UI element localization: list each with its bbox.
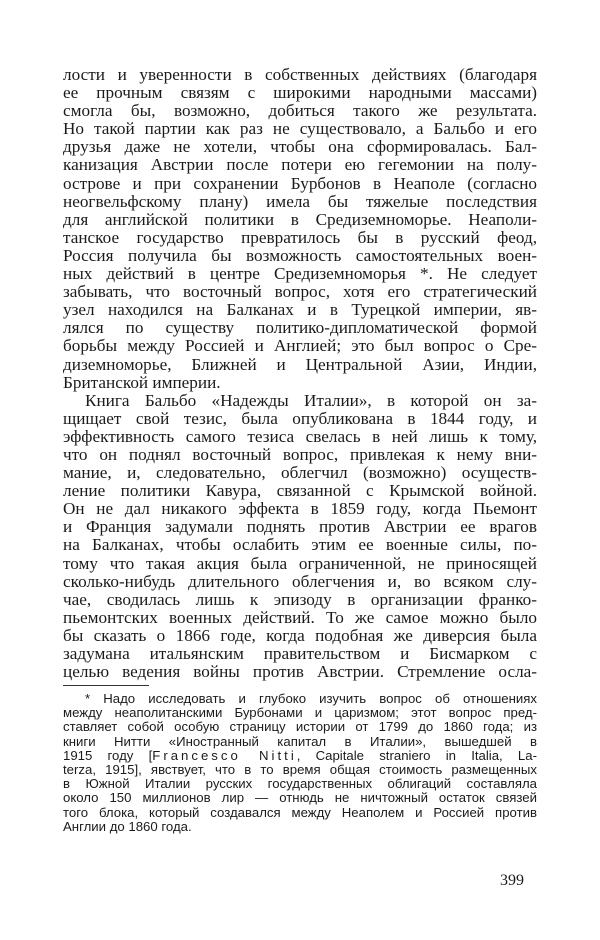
- text-line: Он не дал никакого эффекта в 1859 году, когда Пьемонт: [63, 499, 537, 519]
- text-line: и Франция задумали поднять против Австрии ее врагов: [63, 517, 537, 537]
- footnote-before: 1915 году [: [63, 747, 153, 763]
- text-line: для английской политики в Средиземноморье. Неаполи-: [63, 209, 537, 229]
- text-line: ление политики Кавура, связанной с Крымской войной.: [63, 481, 537, 501]
- text-line: бы сказать о 1866 годе, когда подобная же диверсия была: [63, 625, 537, 645]
- footnote-line: Англии до 1860 года.: [63, 818, 192, 834]
- footnote-line: того блока, который создавался между Неаполем и Россией против: [63, 804, 537, 820]
- main-text: [63, 66, 537, 681]
- footnote-author: Francesco Nitti: [152, 747, 297, 763]
- text-line: неогвельфскому плану) имела бы тяжелые последствия: [63, 191, 537, 211]
- text-line: лялся по существу политико-дипломатической формой: [63, 318, 537, 338]
- text-line: тому что такая акция была ограниченной, не приносящей: [63, 553, 537, 573]
- text-line: забывать, что восточный вопрос, хотя его стратегический: [63, 282, 537, 302]
- footnote-line: около 150 миллионов лир — отнюдь не ничтожный остаток связей: [63, 790, 537, 806]
- footnote-after: , Capitale straniero in Italia, La-: [296, 747, 537, 763]
- text-line: задумана итальянским правительством и Бисмарком с: [63, 644, 537, 663]
- text-line: борьбы между Россией и Англией; это был вопрос о Сре-: [63, 336, 537, 356]
- footnote-line: terza, 1915], явствует, что в то время общая стоимость размещенных: [63, 761, 537, 777]
- text-line: ее прочным связям с широкими народными массами): [63, 83, 537, 103]
- text-line: ных действий в центре Средиземноморья *. Не следует: [63, 264, 537, 284]
- text-line: смогла бы, возможно, добиться такого же результата.: [63, 101, 537, 121]
- footnote-line: * Надо исследовать и глубоко изучить вопрос об отношениях: [85, 691, 537, 706]
- text-line: мание, и, следовательно, облегчил (возможно) осуществ-: [63, 463, 537, 483]
- text-line: танское государство превратилось бы в русский феод,: [63, 227, 537, 247]
- text-line: узел находился на Балканах и в Турецкой империи, яв-: [63, 300, 537, 320]
- text-line: лости и уверенности в собственных действиях (благодаря: [63, 65, 537, 84]
- text-line: Но такой партии как раз не существовало, а Бальбо и его: [63, 119, 537, 139]
- text-line: целью ведения войны против Австрии. Стремление осла-: [63, 662, 537, 682]
- text-line: на Балканах, чтобы ослабить этим ее военные силы, по-: [63, 535, 537, 555]
- page-number: 399: [500, 872, 524, 889]
- footnote: [63, 692, 537, 834]
- text-line: что он поднял восточный вопрос, привлекая к нему вни-: [63, 444, 537, 464]
- footnote-line: книги Нитти «Иностранный капитал в Италии», вышедшей в: [63, 733, 537, 749]
- text-line: Книга Бальбо «Надежды Италии», в которой он за-: [85, 390, 537, 410]
- text-line: пьемонтских военных действий. То же самое можно было: [63, 607, 537, 627]
- text-line: сколько-нибудь длительного облегчения и, во всяком слу-: [63, 571, 537, 591]
- footnote-divider: [63, 685, 149, 686]
- text-line: щищает свой тезис, была опубликована в 1844 году, и: [63, 408, 537, 428]
- text-line: эффективность самого тезиса свелась в ней лишь к тому,: [63, 426, 537, 446]
- footnote-line: между неаполитанскими Бурбонами и царизмом; этот вопрос пред-: [63, 705, 537, 721]
- text-line: Россия получила бы возможность самостоятельных воен-: [63, 245, 537, 265]
- text-line: Британской империи.: [63, 372, 221, 392]
- footnote-line: ставляет собой особую страницу истории от 1799 до 1860 года; из: [63, 719, 537, 735]
- footnote-line: в Южной Италии русских государственных облигаций составляла: [63, 776, 537, 792]
- text-line: диземноморье, Ближней и Центральной Азии, Индии,: [63, 354, 537, 374]
- footnote-line: [63, 749, 537, 763]
- text-line: друзья даже не хотели, чтобы она сформировалась. Бал-: [63, 137, 537, 157]
- text-line: канизация Австрии после потери ею гегемонии на полу-: [63, 155, 537, 175]
- text-line: острове и при сохранении Бурбонов в Неаполе (согласно: [63, 173, 537, 193]
- text-line: чае, сводилась лишь к эпизоду в организации франко-: [63, 589, 537, 609]
